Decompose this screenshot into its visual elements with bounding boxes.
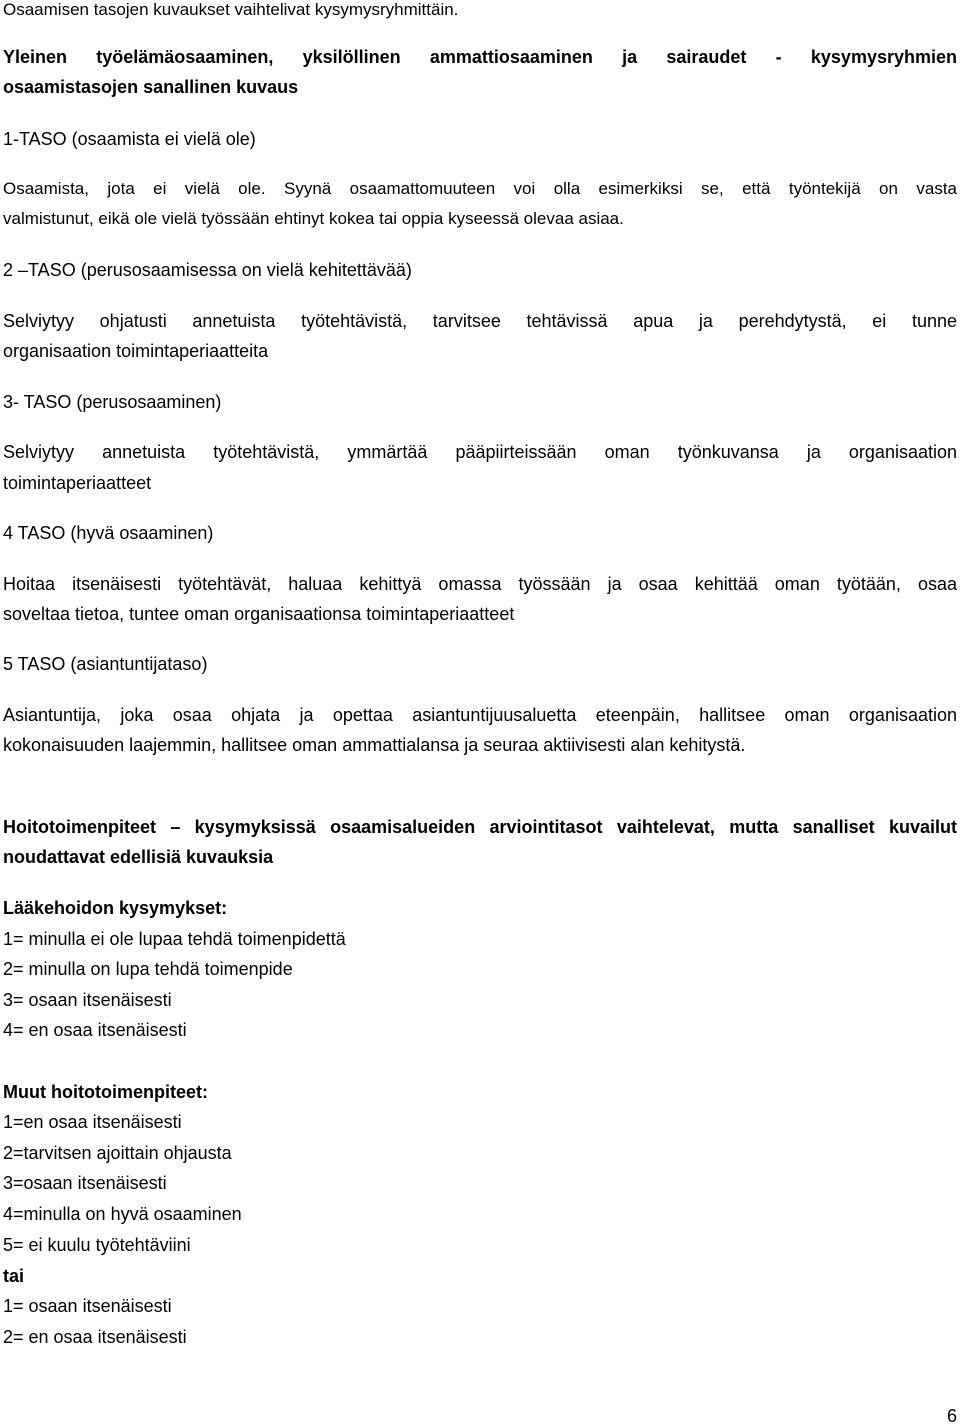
section1-heading-line1: Yleinen työelämäosaaminen, yksilöllinen ammattiosaaminen ja sairaudet - kysymysryhmien (3, 47, 957, 67)
level5-desc-line2: kokonaisuuden laajemmin, hallitsee oman ammattialansa ja seuraa aktiivisesti alan kehitystä. (3, 735, 746, 755)
alternative-separator: tai (3, 1266, 25, 1286)
level4-desc-line2: soveltaa tietoa, tuntee oman organisaationsa toimintaperiaatteet (3, 604, 515, 624)
level4-desc-line1: Hoitaa itsenäisesti työtehtävät, haluaa kehittyä omassa työssään ja osaa kehittää oman työtään, osaa (3, 574, 957, 594)
medication-item: 3= osaan itsenäisesti (3, 990, 172, 1010)
level4-title: 4 TASO (hyvä osaaminen) (3, 523, 214, 543)
other-item: 2=tarvitsen ajoittain ohjausta (3, 1143, 232, 1163)
other-procedures-title: Muut hoitotoimenpiteet: (3, 1082, 208, 1102)
intro-text: Osaamisen tasojen kuvaukset vaihtelivat kysymysryhmittäin. (3, 0, 459, 19)
other-item: 5= ei kuulu työtehtäviini (3, 1235, 191, 1255)
level2-title: 2 –TASO (perusosaamisessa on vielä kehitettävää) (3, 260, 412, 280)
medication-title: Lääkehoidon kysymykset: (3, 898, 228, 918)
medication-item: 2= minulla on lupa tehdä toimenpide (3, 959, 293, 979)
level1-desc-line2: valmistunut, eikä ole vielä työssään ehtinyt kokea tai oppia kyseessä olevaa asiaa. (3, 209, 624, 228)
level3-title: 3- TASO (perusosaaminen) (3, 392, 222, 412)
page-number: 6 (946, 1406, 957, 1426)
level5-desc-line1: Asiantuntija, joka osaa ohjata ja opettaa asiantuntijuusaluetta eteenpäin, hallitsee oman organisaation (3, 705, 957, 725)
level3-desc-line1: Selviytyy annetuista työtehtävistä, ymmärtää pääpiirteissään oman työnkuvansa ja organisaation (3, 442, 957, 462)
level3-desc-line2: toimintaperiaatteet (3, 473, 152, 493)
level2-desc-line1: Selviytyy ohjatusti annetuista työtehtävistä, tarvitsee tehtävissä apua ja perehdytystä, ei tunne (3, 311, 957, 331)
medication-item: 1= minulla ei ole lupaa tehdä toimenpidettä (3, 929, 346, 949)
level2-desc-line2: organisaation toimintaperiaatteita (3, 341, 269, 361)
other-item: 3=osaan itsenäisesti (3, 1173, 167, 1193)
other-item: 4=minulla on hyvä osaaminen (3, 1204, 242, 1224)
level1-desc-line1: Osaamista, jota ei vielä ole. Syynä osaamattomuuteen voi olla esimerkiksi se, että työntekijä on vasta (3, 179, 957, 198)
alt-item: 1= osaan itsenäisesti (3, 1296, 172, 1316)
section2-heading-line2: noudattavat edellisiä kuvauksia (3, 847, 274, 867)
level1-title: 1-TASO (osaamista ei vielä ole) (3, 129, 256, 149)
section1-heading-line2: osaamistasojen sanallinen kuvaus (3, 77, 299, 97)
other-item: 1=en osaa itsenäisesti (3, 1112, 182, 1132)
alt-item: 2= en osaa itsenäisesti (3, 1327, 187, 1347)
level5-title: 5 TASO (asiantuntijataso) (3, 654, 208, 674)
section2-heading-line1: Hoitotoimenpiteet – kysymyksissä osaamisalueiden arviointitasot vaihtelevat, mutta sanalliset kuvailut (3, 817, 957, 837)
medication-item: 4= en osaa itsenäisesti (3, 1020, 187, 1040)
